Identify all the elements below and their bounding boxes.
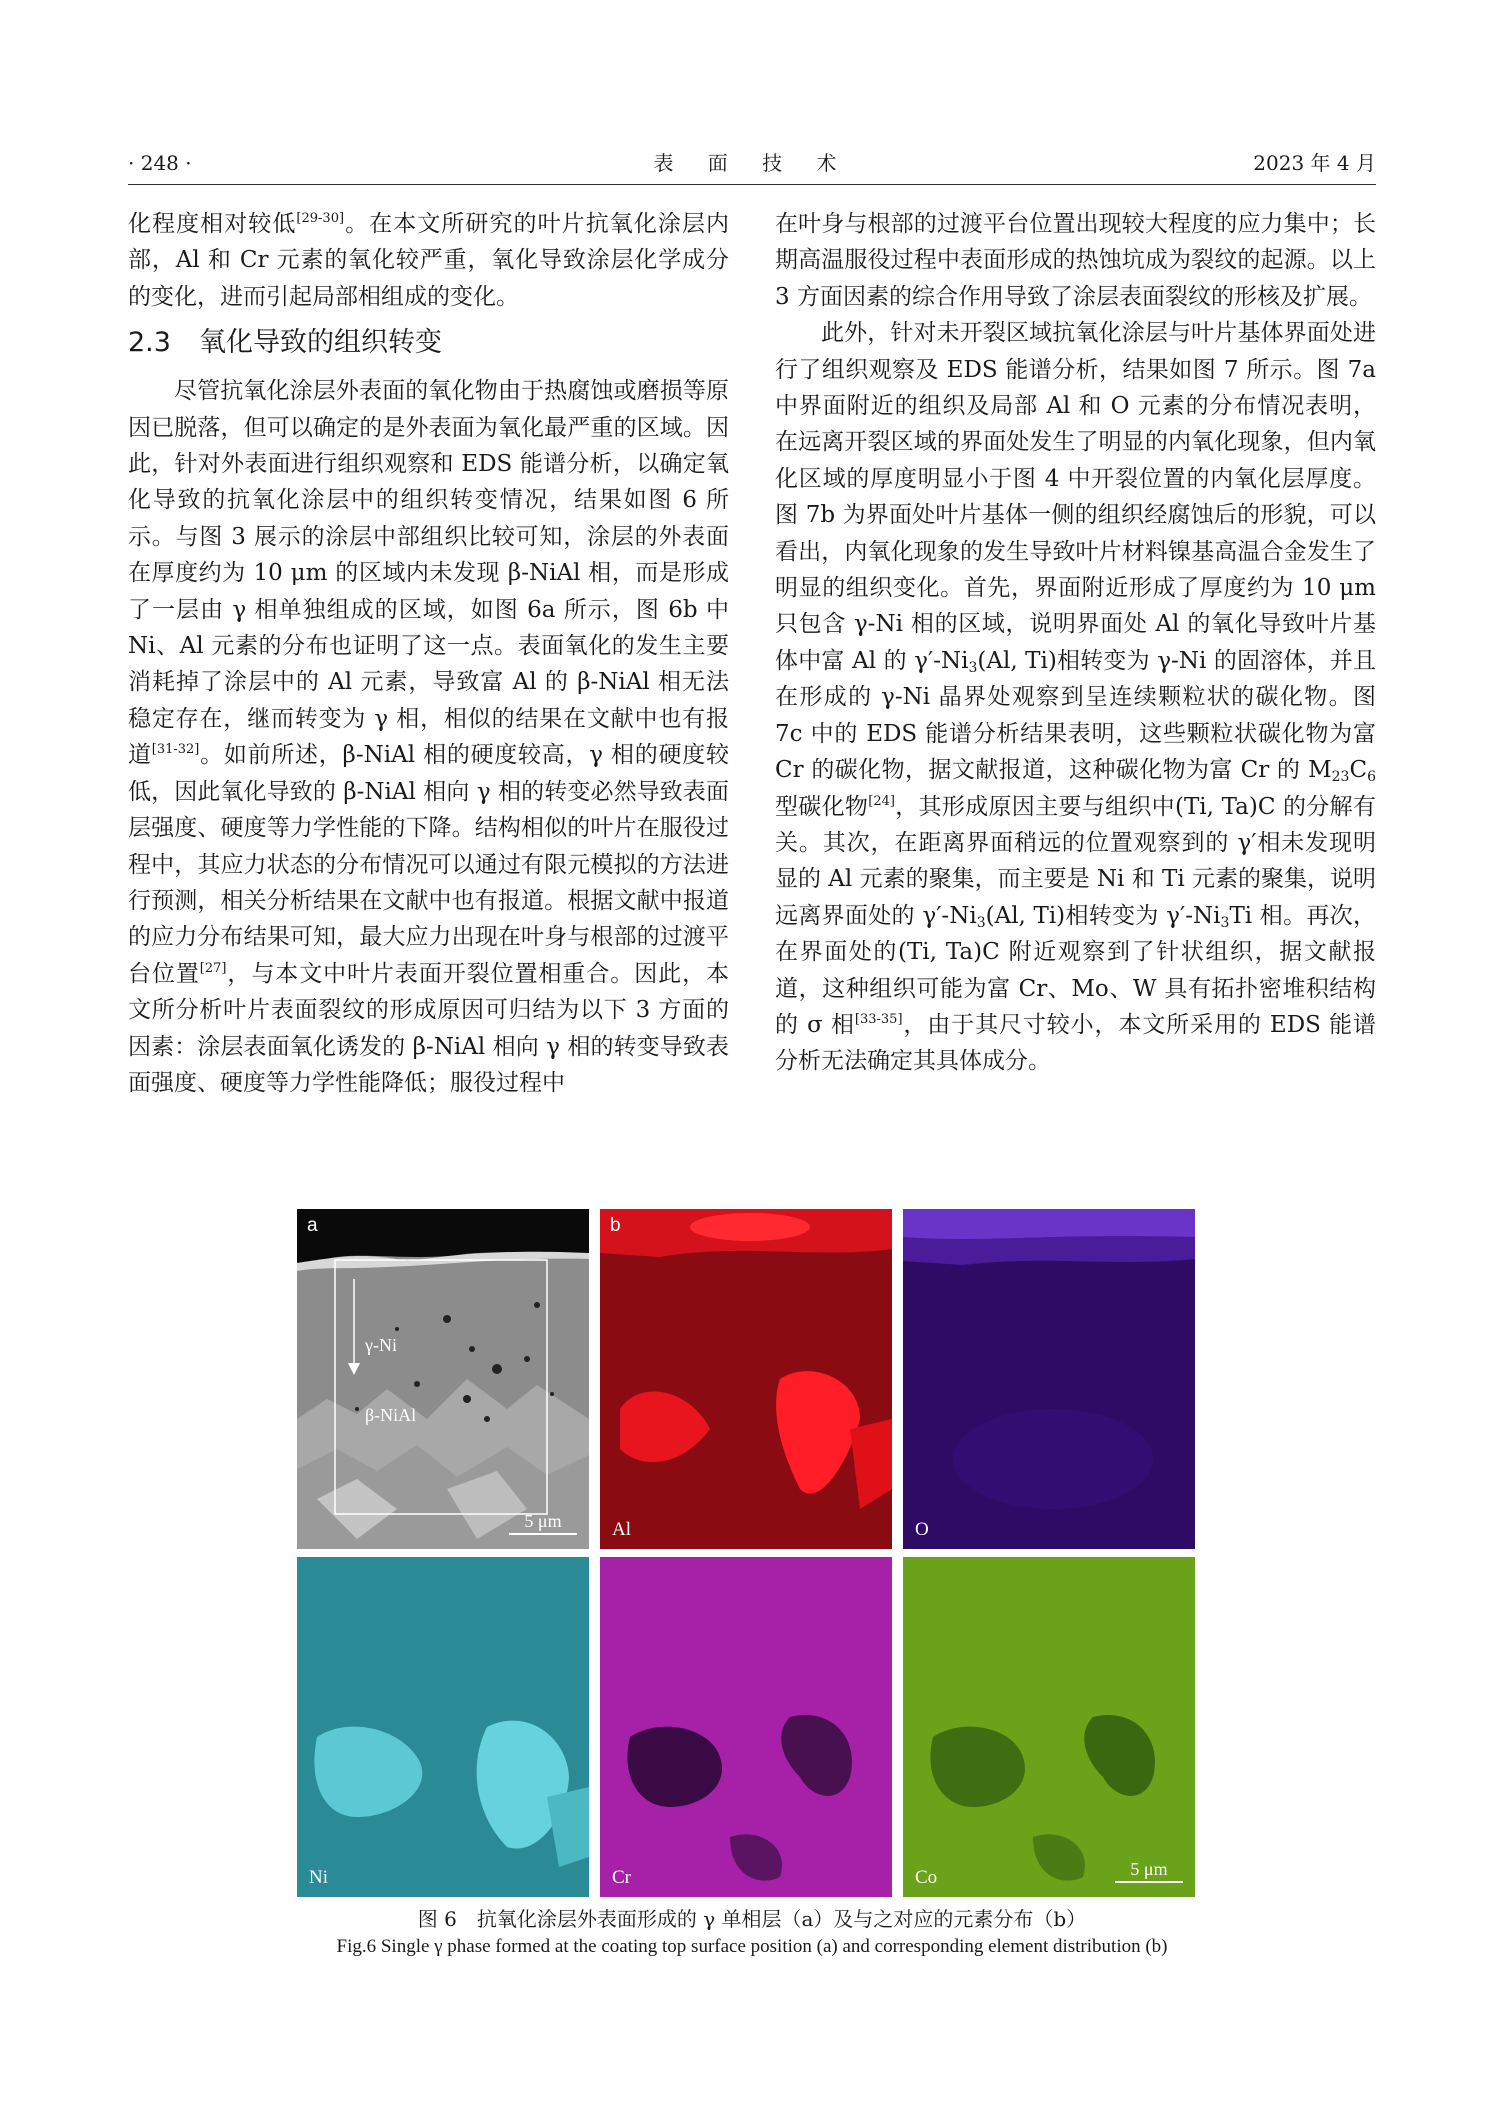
phase-label: γ-Ni (365, 1335, 397, 1355)
element-label: O (915, 1519, 929, 1540)
citation[interactable]: [33-35] (854, 1011, 903, 1027)
element-label: Al (612, 1519, 631, 1540)
citation[interactable]: [29-30] (296, 211, 345, 226)
paragraph: 此外，针对未开裂区域抗氧化涂层与叶片基体界面处进行了组织观察及 EDS 能谱分析，结果如图 7 所示。图 7a 中界面附近的组织及局部 Al 和 O 元素的分布情况表明，在远离开裂区域的界面处发生了明显的内氧化现象，但内氧化区域的厚度明显小于图 4 中开裂位置的内氧化层厚度。图 7b 为界面处叶片基体一侧的组织经腐蚀后的形貌，可以看出，内氧化现象的发生导致叶片材料镍基高温合金发生了明显的组织变化。首先，界面附近形成了厚度约为 10 μm 只包含 γ-Ni 相的区域，说明界面处 Al 的氧化导致叶片基体中富 Al 的 $\gamma'-Ni_3(Al$, Ti)相转变为 γ-Ni 的固溶体，并且在形成的 γ-Ni 晶界处观察到呈连续颗粒状的碳化物。图 7c 中的 EDS 能谱分析结果表明，这些颗粒状碳化物为富 Cr 的碳化物，据文献报道，这种碳化物为富 Cr 的 $M_{23}C_6$ 型碳化物[24]，其形成原因主要与组织中(Ti, Ta)C 的分解有关。其次，在距离界面稍远的位置观察到的 γ′相未发现明显的 Al 元素的聚集，而主要是 Ni 和 Ti 元素的聚集，说明远离界面处的 $\gamma'-Ni_3(Al$, Ti)相转变为 $\gamma'-Ni_3Ti$ 相。再次，在界面处的(Ti, Ta)C 附近观察到了针状组织，据文献报道，这种组织可能为富 Cr、Mo、W 具有拓扑密堆积结构的 σ 相[33-35]，由于其尺寸较小，本文所采用的 EDS 能谱分析无法确定其具体成分。 (775, 320, 1377, 1075)
eds-map-cr (600, 1557, 892, 1897)
scale-bar: 5 μm (509, 1511, 577, 1535)
panel-letter: b (610, 1215, 621, 1236)
section-title: 氧化导致的组织转变 (198, 327, 442, 359)
scale-bar: 5 μm (1115, 1859, 1183, 1883)
sem-image (297, 1209, 589, 1549)
page-header (128, 146, 1376, 180)
citation[interactable]: [31-32] (151, 742, 200, 758)
paragraph: 在叶身与根部的过渡平台位置出现较大程度的应力集中；长期高温服役过程中表面形成的热蚀坑成为裂纹的起源。以上 3 方面因素的综合作用导致了涂层表面裂纹的形核及扩展。 (775, 211, 1376, 310)
eds-map-al (600, 1209, 892, 1549)
citation[interactable]: [24] (868, 793, 895, 809)
figure-caption-en: Fig.6 Single γ phase formed at the coating top surface position (a) and corresponding element distribution (b) (336, 1936, 1168, 1957)
eds-map-ni (297, 1557, 589, 1897)
element-label: Co (915, 1867, 938, 1888)
journal-title: 表 面 技 术 (653, 151, 851, 175)
eds-map-co (903, 1557, 1195, 1897)
panel-letter: a (307, 1215, 318, 1236)
page-number: · 248 · (128, 151, 192, 175)
issue-date: 2023 年 4 月 (1253, 151, 1376, 175)
figure-6 (297, 1209, 1195, 1897)
eds-map-o (903, 1209, 1195, 1549)
citation[interactable]: [27] (199, 960, 227, 976)
paragraph: 化程度相对较低[29-30]。在本文所研究的叶片抗氧化涂层内部，Al 和 Cr 元素的氧化较严重，氧化导致涂层化学成分的变化，进而引起局部相组成的变化。 (128, 211, 730, 310)
figure-caption-cn: 图 6 抗氧化涂层外表面形成的 γ 单相层（a）及与之对应的元素分布（b） (417, 1907, 1087, 1931)
sem-panel (297, 1209, 589, 1549)
left-column (128, 206, 729, 1101)
paragraph: 尽管抗氧化涂层外表面的氧化物由于热腐蚀或磨损等原因已脱落，但可以确定的是外表面为氧化最严重的区域。因此，针对外表面进行组织观察和 EDS 能谱分析，以确定氧化导致的抗氧化涂层中的组织转变情况，结果如图 6 所示。与图 3 展示的涂层中部组织比较可知，涂层的外表面在厚度约为 10 μm 的区域内未发现 β-NiAl 相，而是形成了一层由 γ 相单独组成的区域，如图 6a 所示，图 6b 中 Ni、Al 元素的分布也证明了这一点。表面氧化的发生主要消耗掉了涂层中的 Al 元素，导致富 Al 的 β-NiAl 相无法稳定存在，继而转变为 γ 相，相似的结果在文献中也有报道[31-32]。如前所述，β-NiAl 相的硬度较高，γ 相的硬度较低，因此氧化导致的 β-NiAl 相向 γ 相的转变必然导致表面层强度、硬度等力学性能的下降。结构相似的叶片在服役过程中，其应力状态的分布情况可以通过有限元模拟的方法进行预测，相关分析结果在文献中也有报道。根据文献中报道的应力分布结果可知，最大应力出现在叶身与根部的过渡平台位置[27]，与本文中叶片表面开裂位置相重合。因此，本文所分析叶片表面裂纹的形成原因可归结为以下 3 方面的因素：涂层表面氧化诱发的 β-NiAl 相向 γ 相的转变导致表面强度、硬度等力学性能降低；服役过程中 (128, 378, 730, 1096)
section-heading (128, 323, 729, 363)
element-label: Ni (309, 1867, 328, 1888)
section-number: 2.3 (128, 327, 171, 359)
element-label: Cr (612, 1867, 631, 1888)
right-column (775, 206, 1376, 1080)
header-rule (128, 184, 1376, 185)
phase-label: β-NiAl (365, 1405, 417, 1425)
